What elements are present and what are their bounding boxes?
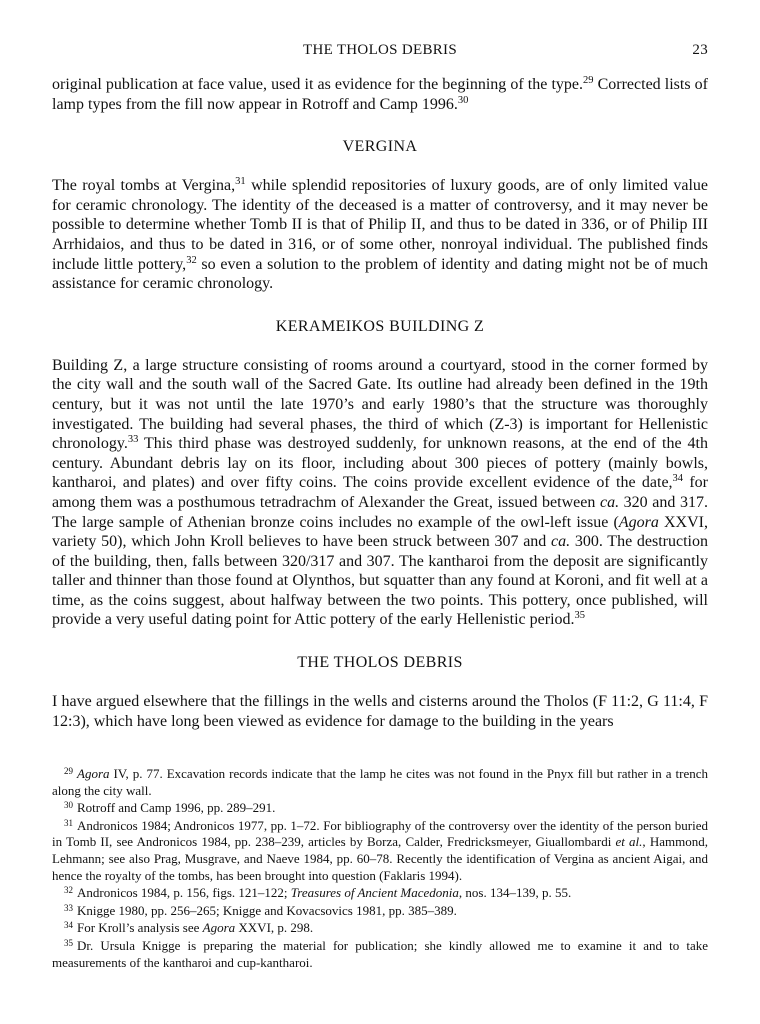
text-run: 320 and 317. The large sample of Athenian bronze coins includes no example of the owl-left issue ( (52, 493, 708, 531)
kerameikos-paragraph (52, 356, 708, 630)
footnote-ref-35[interactable]: 35 (574, 610, 586, 622)
italic-term: et al. (615, 834, 643, 850)
italic-title: Treasures of Ancient Macedonia (290, 885, 459, 901)
tholos-paragraph: I have argued elsewhere that the fillings in the wells and cisterns around the Tholos (F 11:2, G 11:4, F 12:3), which have long been viewed as evidence for damage to the building in the years (52, 693, 708, 730)
footnote-35 (52, 938, 708, 971)
footnote-ref-31[interactable]: 31 (235, 176, 246, 188)
footnote-text: Dr. Ursula Knigge is preparing the material for publication; she kindly allowed me to examine it and to take measurements of the kantharoi and cup-kantharoi. (52, 937, 708, 970)
vergina-paragraph (52, 176, 708, 294)
footnote-text: , Hammond, Lehmann; see also Prag, Musgrave, and Naeve 1984, pp. 60–78. Recently the identification of Vergina as ancient Aigai, and hence the royalty of the tombs, has been brought into question (Faklaris 1994). (52, 834, 708, 883)
italic-title: Agora (202, 920, 236, 936)
footnote-text: IV, p. 77. Excavation records indicate that the lamp he cites was not found in the Pnyx fill but rather in a trench along the city wall. (52, 766, 708, 798)
text-run: so even a solution to the problem of identity and dating might not be of much assistance for ceramic chronology. (52, 255, 709, 293)
text-run: 300. The destruction of the building, then, falls between 320/317 and 307. The kantharoi from the deposit are significantly taller and thinner than those found at Olynthos, but squatter than any found at Koroni, and fit well at a time, as the coins suggest, about halfway between the two points. This pottery, once published, will provide a very useful dating point for Attic pottery of the early Hellenistic period. (52, 533, 708, 629)
footnote-number: 30 (64, 800, 73, 811)
footnote-29 (52, 766, 708, 799)
page-number: 23 (692, 42, 708, 58)
footnote-text: , nos. 134–139, p. 55. (458, 885, 572, 901)
body-text (52, 75, 708, 731)
running-title: THE THOLOS DEBRIS (303, 42, 457, 58)
footnote-text: Knigge 1980, pp. 256–265; Knigge and Kovacsovics 1981, pp. 385–389. (77, 902, 457, 918)
footnote-number: 32 (64, 885, 73, 896)
text-run: The royal tombs at Vergina, (52, 177, 236, 195)
footnote-text: For Kroll’s analysis see (77, 920, 203, 936)
footnote-number: 35 (64, 937, 73, 948)
footnote-34 (52, 920, 708, 937)
footnote-number: 34 (64, 920, 73, 931)
section-heading-tholos: THE THOLOS DEBRIS (297, 654, 463, 672)
italic-title: Agora (77, 766, 110, 781)
text-run: Building Z, a large structure consisting of rooms around a courtyard, stood in the corner formed by the city wall and the south wall of the Sacred Gate. Its outline had already been defined in the 19th century, but it was not until the late 1970’s and early 1980’s that the structure was thoroughly investigated. The building had several phases, the third of which (Z-3) is important for Hellenistic chronology. (52, 356, 708, 453)
text-run: original publication at face value, used it as evidence for the beginning of the type. (52, 76, 583, 93)
footnote-ref-30[interactable]: 30 (457, 94, 469, 106)
footnote-33 (52, 903, 708, 920)
italic-title: Agora (618, 513, 659, 531)
text-run: XXVI, variety 50), which John Kroll believes to have been struck between 307 and (52, 513, 708, 551)
text-run: while splendid repositories of luxury goods, are of only limited value for ceramic chronology. The identity of the deceased is a matter of controversy, and it may never be possible to determine whether Tomb II is that of Philip II, and thus to be dated in 336, or of Philip III Arrhidaios, and thus to be dated in 316, or of some other, nonroyal individual. The published finds include little pottery, (52, 177, 709, 273)
footnote-32 (52, 885, 708, 902)
running-head (52, 42, 708, 62)
footnote-text: Andronicos 1984; Andronicos 1977, pp. 1–72. For bibliography of the controversy over the identity of the person buried in Tomb II, see Andronicos 1984, pp. 238–239, articles by Borza, Calder, Fredricksmeyer, Giuallombardi (52, 817, 708, 850)
footnote-ref-29[interactable]: 29 (583, 75, 594, 86)
footnote-number: 29 (64, 766, 73, 776)
footnote-ref-32[interactable]: 32 (186, 254, 197, 266)
section-heading-kerameikos: KERAMEIKOS BUILDING Z (275, 317, 485, 335)
footnote-ref-33[interactable]: 33 (127, 434, 139, 446)
italic-term: ca. (599, 493, 620, 511)
footnote-ref-34[interactable]: 34 (672, 473, 684, 485)
text-run: This third phase was destroyed suddenly, for unknown reasons, at the end of the 4th century. Abundant debris lay on its floor, including about 300 pieces of pottery (mainly bowls, kantharoi, and plates) and over fifty coins. The coins provide excellent evidence of the date, (52, 435, 708, 492)
intro-paragraph (52, 75, 708, 114)
footnote-number: 31 (64, 817, 73, 828)
italic-term: ca. (551, 533, 571, 551)
text-run: Corrected lists of lamp types from the fill now appear in Rotroff and Camp 1996. (52, 76, 708, 113)
section-heading-vergina: VERGINA (342, 138, 418, 156)
footnote-text: Rotroff and Camp 1996, pp. 289–291. (77, 800, 276, 816)
footnotes (52, 766, 708, 972)
footnote-30 (52, 800, 708, 817)
footnote-number: 33 (64, 902, 73, 913)
footnote-31 (52, 818, 708, 884)
text-run: for among them was a posthumous tetradrachm of Alexander the Great, issued between (52, 474, 709, 511)
footnote-text: Andronicos 1984, p. 156, figs. 121–122; (77, 885, 291, 901)
footnote-text: XXVI, p. 298. (235, 920, 314, 936)
